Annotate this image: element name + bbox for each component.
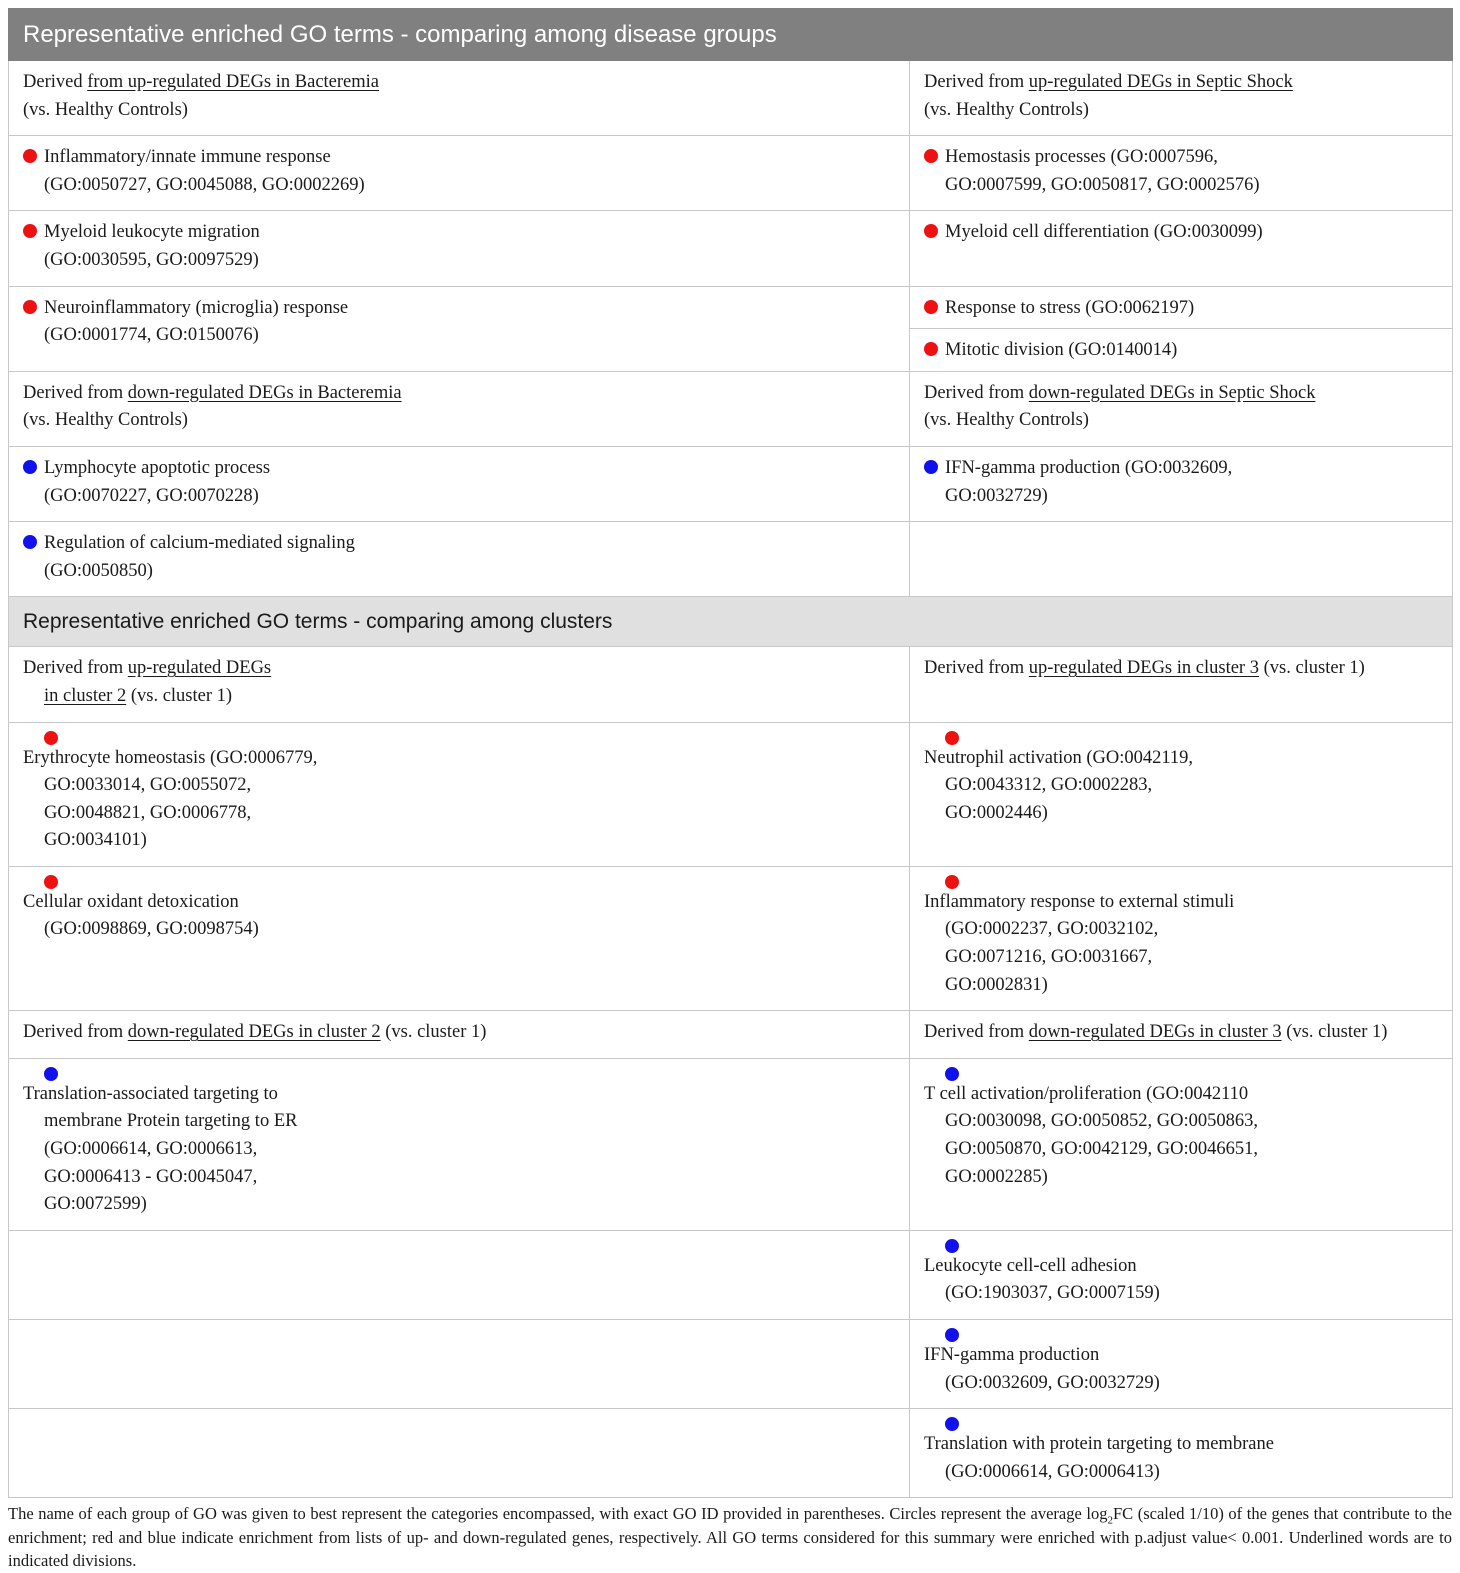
group-label-down-bacteremia: Derived from down-regulated DEGs in Bacteremia (vs. Healthy Controls)	[9, 371, 910, 446]
red-circle-icon	[924, 224, 938, 238]
table-row	[9, 722, 1453, 866]
table-row	[9, 647, 1453, 722]
go-term-cell: Translation with protein targeting to membrane (GO:0006614, GO:0006413)	[910, 1409, 1453, 1498]
group-label-down-cluster-3: Derived from down-regulated DEGs in cluster 3 (vs. cluster 1)	[910, 1011, 1453, 1059]
empty-cell	[9, 1409, 910, 1498]
go-term-cell: Cellular oxidant detoxication (GO:0098869, GO:0098754)	[9, 866, 910, 1010]
section-header-clusters	[9, 597, 1453, 647]
empty-cell	[9, 1320, 910, 1409]
go-term-cell: Erythrocyte homeostasis (GO:0006779, GO:0033014, GO:0055072, GO:0048821, GO:0006778, GO:0034101)	[9, 722, 910, 866]
red-circle-icon	[23, 300, 37, 314]
go-term-cell: Hemostasis processes (GO:0007596, GO:0007599, GO:0050817, GO:0002576)	[910, 136, 1453, 211]
blue-circle-icon	[945, 1067, 959, 1081]
section-title: Representative enriched GO terms - comparing among disease groups	[9, 9, 1453, 61]
red-circle-icon	[44, 731, 58, 745]
table-row	[9, 61, 1453, 136]
table-row	[9, 1058, 1453, 1230]
blue-circle-icon	[44, 1067, 58, 1081]
go-term-cell: Neutrophil activation (GO:0042119, GO:0043312, GO:0002283, GO:0002446)	[910, 722, 1453, 866]
group-label-up-bacteremia: Derived from up-regulated DEGs in Bacteremia (vs. Healthy Controls)	[9, 61, 910, 136]
section-title: Representative enriched GO terms - comparing among clusters	[9, 597, 1453, 647]
empty-cell	[910, 522, 1453, 597]
table-row	[9, 866, 1453, 1010]
go-term-cell: Inflammatory/innate immune response (GO:0050727, GO:0045088, GO:0002269)	[9, 136, 910, 211]
group-label-down-cluster-2: Derived from down-regulated DEGs in cluster 2 (vs. cluster 1)	[9, 1011, 910, 1059]
table-row	[9, 136, 1453, 211]
table-row	[9, 286, 1453, 329]
go-term-cell: Myeloid leukocyte migration (GO:0030595, GO:0097529)	[9, 211, 910, 286]
go-term-cell: T cell activation/proliferation (GO:0042110 GO:0030098, GO:0050852, GO:0050863, GO:0050870, GO:0042129, GO:0046651, GO:0002285)	[910, 1058, 1453, 1230]
blue-circle-icon	[23, 460, 37, 474]
blue-circle-icon	[924, 460, 938, 474]
section-header-disease-groups	[9, 9, 1453, 61]
table-row	[9, 1320, 1453, 1409]
go-term-cell: Mitotic division (GO:0140014)	[910, 329, 1453, 372]
blue-circle-icon	[23, 535, 37, 549]
go-term-cell: Response to stress (GO:0062197)	[910, 286, 1453, 329]
go-table-wrapper	[8, 8, 1452, 1498]
table-row	[9, 1011, 1453, 1059]
red-circle-icon	[23, 224, 37, 238]
table-row	[9, 1409, 1453, 1498]
go-term-cell: Lymphocyte apoptotic process (GO:0070227, GO:0070228)	[9, 446, 910, 521]
red-circle-icon	[44, 875, 58, 889]
blue-circle-icon	[945, 1417, 959, 1431]
go-term-cell: Inflammatory response to external stimuli (GO:0002237, GO:0032102, GO:0071216, GO:0031667, GO:0002831)	[910, 866, 1453, 1010]
empty-cell	[9, 1230, 910, 1319]
red-circle-icon	[23, 149, 37, 163]
go-term-cell: Myeloid cell differentiation (GO:0030099)	[910, 211, 1453, 286]
red-circle-icon	[945, 731, 959, 745]
group-label-up-cluster-3: Derived from up-regulated DEGs in cluster 3 (vs. cluster 1)	[910, 647, 1453, 722]
table-row	[9, 211, 1453, 286]
table-footnote: The name of each group of GO was given to best represent the categories encompassed, with exact GO ID provided in parentheses. Circles represent the average $\log_2FC$ (scaled 1/10) of the genes that contribute to the enrichment; red and blue indicate enrichment from lists of up- and down-regulated genes, respectively. All GO terms considered for this summary were enriched with p.adjust value< 0.001. Underlined words are to indicated divisions.	[8, 1504, 1452, 1571]
red-circle-icon	[924, 300, 938, 314]
table-row	[9, 371, 1453, 446]
go-term-cell: Neuroinflammatory (microglia) response (GO:0001774, GO:0150076)	[9, 286, 910, 371]
table-row	[9, 446, 1453, 521]
go-term-cell: Leukocyte cell-cell adhesion (GO:1903037, GO:0007159)	[910, 1230, 1453, 1319]
go-terms-table	[8, 8, 1453, 1498]
group-label-down-septic-shock: Derived from down-regulated DEGs in Septic Shock (vs. Healthy Controls)	[910, 371, 1453, 446]
blue-circle-icon	[945, 1328, 959, 1342]
go-term-cell: IFN-gamma production (GO:0032609, GO:0032729)	[910, 446, 1453, 521]
group-label-up-cluster-2: Derived from up-regulated DEGs in cluster 2 (vs. cluster 1)	[9, 647, 910, 722]
go-term-cell: IFN-gamma production (GO:0032609, GO:0032729)	[910, 1320, 1453, 1409]
blue-circle-icon	[945, 1239, 959, 1253]
group-label-up-septic-shock: Derived from up-regulated DEGs in Septic Shock (vs. Healthy Controls)	[910, 61, 1453, 136]
go-term-cell: Translation-associated targeting to membrane Protein targeting to ER (GO:0006614, GO:0006613, GO:0006413 - GO:0045047, GO:0072599)	[9, 1058, 910, 1230]
table-row	[9, 1230, 1453, 1319]
red-circle-icon	[924, 149, 938, 163]
red-circle-icon	[945, 875, 959, 889]
red-circle-icon	[924, 342, 938, 356]
go-term-cell: Regulation of calcium-mediated signaling (GO:0050850)	[9, 522, 910, 597]
table-row	[9, 522, 1453, 597]
